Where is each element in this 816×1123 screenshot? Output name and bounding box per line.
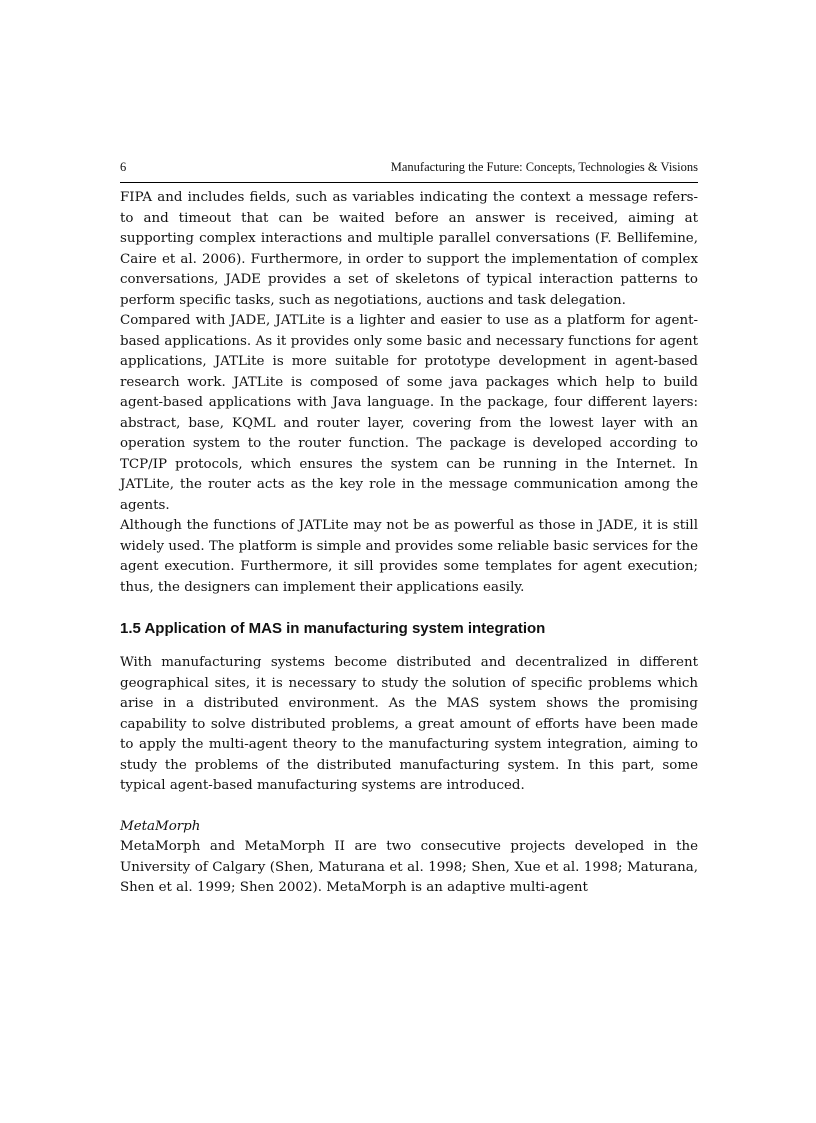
paragraph-jatlite-usage: Although the functions of JATLite may not be as powerful as those in JADE, it is still widely used. The platform is simple and provides some reliable basic services for the agent execution. Furthermore, it sill provides some templates for agent execution; thus, the designers can implement their applications easily.: [120, 518, 698, 595]
section-heading: 1.5 Application of MAS in manufacturing system integration: [120, 620, 546, 637]
paragraph-jatlite: Compared with JADE, JATLite is a lighter and easier to use as a platform for agent-based applications. As it provides only some basic and necessary functions for agent applications, JATLite is more suitable for prototype development in agent-based research work. JATLite is composed of some java packages which help to build agent-based applications with Java language. In the package, four different layers: abstract, base, KQML and router layer, covering from the lowest layer with an operation system to the router function. The package is developed according to TCP/IP protocols, which ensures the system can be running in the Internet. In JATLite, the router acts as the key role in the message communication among the agents.: [120, 313, 698, 513]
running-header: [120, 158, 698, 183]
paragraph-fipa: FIPA and includes fields, such as variables indicating the context a message refers-to and timeout that can be waited before an answer is received, aiming at supporting complex interactions and multiple parallel conversations (F. Bellifemine, Caire et al. 2006). Furthermore, in order to support the implementation of complex conversations, JADE provides a set of skeletons of typical interaction patterns to perform specific tasks, such as negotiations, auctions and task delegation.: [120, 190, 698, 308]
page-number: 6: [120, 160, 127, 174]
subsection-heading: MetaMorph: [120, 818, 201, 834]
paragraph-metamorph: MetaMorph and MetaMorph II are two consecutive projects developed in the University of Calgary (Shen, Maturana et al. 1998; Shen, Xue et al. 1998; Maturana, Shen et al. 1999; Shen 2002). MetaMorph is an adaptive multi-agent: [120, 839, 698, 895]
body-text: [120, 188, 698, 899]
paragraph-mas-application: With manufacturing systems become distributed and decentralized in different geographical sites, it is necessary to study the solution of specific problems which arise in a distributed environment. As the MAS system shows the promising capability to solve distributed problems, a great amount of efforts have been made to apply the multi-agent theory to the manufacturing system integration, aiming to study the problems of the distributed manufacturing system. In this part, some typical agent-based manufacturing systems are introduced.: [120, 655, 698, 793]
running-title: Manufacturing the Future: Concepts, Technologies & Visions: [390, 160, 698, 174]
